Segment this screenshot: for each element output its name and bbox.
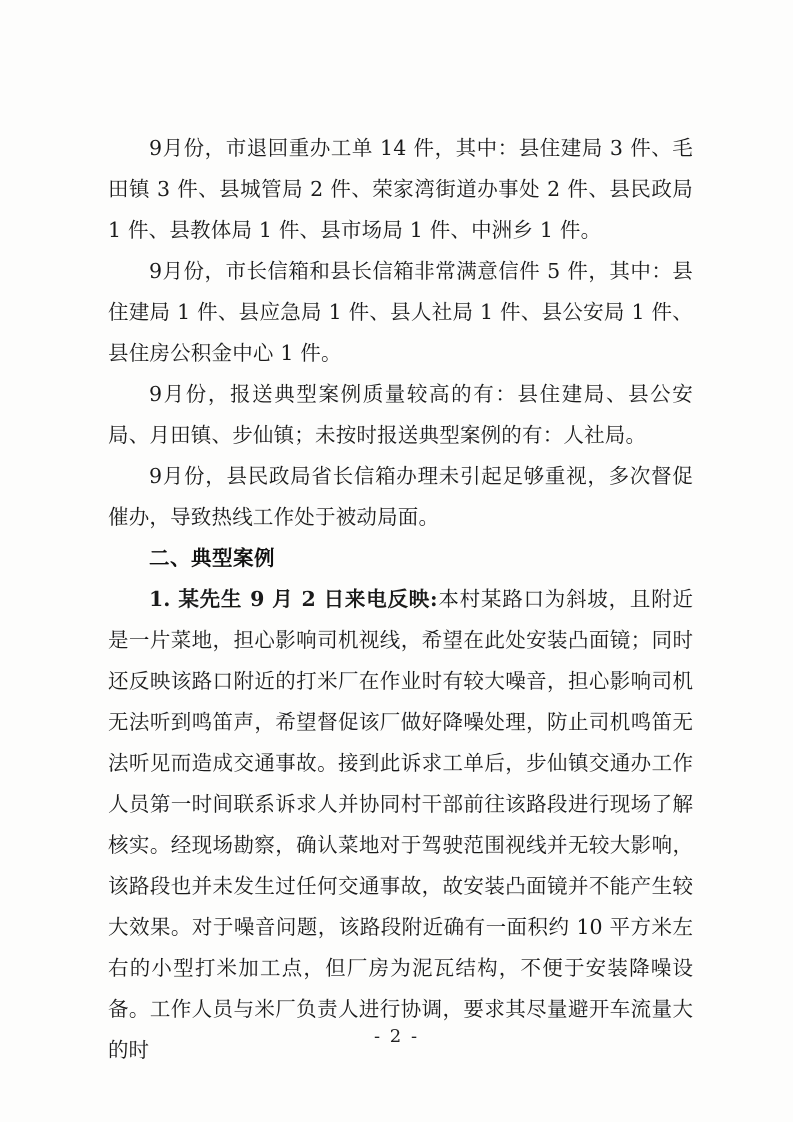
paragraph-returned-orders: 9月份，市退回重办工单 14 件，其中：县住建局 3 件、毛田镇 3 件、县城管局 2 件、荣家湾街道办事处 2 件、县民政局 1 件、县教体局 1 件、县市场局 1 件、中洲乡 1 件。 (108, 136, 693, 242)
case-lead-label: 1. 某先生 9 月 2 日来电反映: (149, 587, 438, 611)
case-paragraph-1 (108, 579, 693, 1071)
document-body (108, 128, 693, 1071)
page-number: - 2 - (373, 1026, 420, 1047)
paragraph-satisfaction-letters: 9月份，市长信箱和县长信箱非常满意信件 5 件，其中：县住建局 1 件、县应急局 1 件、县人社局 1 件、县公安局 1 件、县住房公积金中心 1 件。 (108, 259, 693, 365)
case-body-text: 本村某路口为斜坡，且附近是一片菜地，担心影响司机视线，希望在此处安装凸面镜；同时还反映该路口附近的打米厂在作业时有较大噪音，担心影响司机无法听到鸣笛声，希望督促该厂做好降噪处理，防止司机鸣笛无法听见而造成交通事故。接到此诉求工单后，步仙镇交通办工作人员第一时间联系诉求人并协同村干部前往该路段进行现场了解核实。经现场勘察，确认菜地对于驾驶范围视线并无较大影响，该路段也并未发生过任何交通事故，故安装凸面镜并不能产生较大效果。对于噪音问题，该路段附近确有一面积约 10 平方米左右的小型打米加工点，但厂房为泥瓦结构，不便于安装降噪设备。工作人员与米厂负责人进行协调，要求其尽量避开车流量大的时 (108, 587, 693, 1062)
section-heading-typical-cases: 二、典型案例 (149, 546, 275, 570)
paragraph-civil-affairs-issue: 9月份，县民政局省长信箱办理未引起足够重视，多次督促催办，导致热线工作处于被动局面。 (108, 464, 693, 529)
paragraph-case-quality: 9月份，报送典型案例质量较高的有：县住建局、县公安局、月田镇、步仙镇；未按时报送典型案例的有：人社局。 (108, 382, 693, 447)
